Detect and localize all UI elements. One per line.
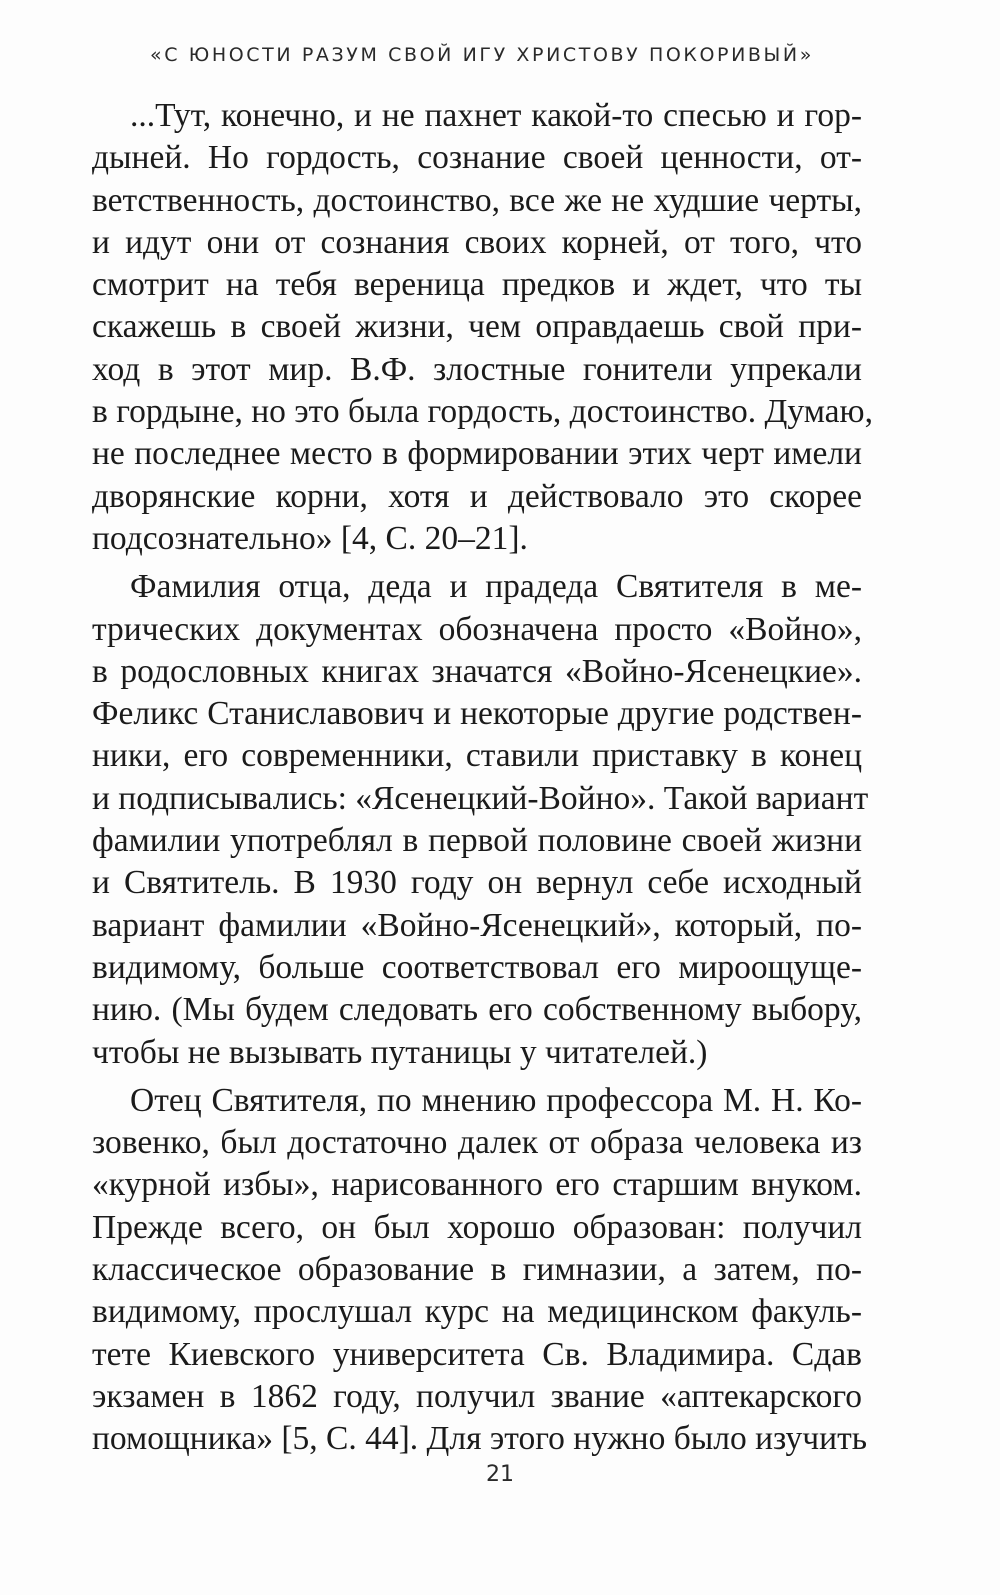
page-number: 21 <box>486 1462 514 1487</box>
text-line: «курной избы», нарисованного его старшим внуком. <box>92 1166 862 1204</box>
text-line: тете Киевского университета Св. Владимира. Сдав <box>92 1335 862 1373</box>
text-line: классическое образование в гимназии, а затем, по- <box>92 1251 862 1289</box>
text-line: смотрит на тебя вереница предков и ждет, что ты <box>92 266 862 304</box>
text-line: ветственность, достоинство, все же не худшие черты, <box>92 181 862 219</box>
running-head: «С ЮНОСТИ РАЗУМ СВОЙ ИГУ ХРИСТОВУ ПОКОРИВЫЙ» <box>150 44 814 66</box>
text-line: и подписывались: «Ясенецкий-Войно». Такой вариант <box>92 779 869 817</box>
text-line: дворянские корни, хотя и действовало это скорее <box>92 477 862 515</box>
text-line: ...Тут, конечно, и не пахнет какой-то спесью и гор- <box>130 97 862 134</box>
text-line: Прежде всего, он был хорошо образован: получил <box>92 1208 862 1246</box>
text-line: зовенко, был достаточно далек от образа человека из <box>92 1124 862 1162</box>
text-line: Фамилия отца, деда и прадеда Святителя в ме- <box>130 568 862 606</box>
paragraph <box>92 566 869 1074</box>
text-line: подсознательно» [4, С. 20–21]. <box>92 519 528 557</box>
text-line: нию. (Мы будем следовать его собственному выбору, <box>92 991 862 1029</box>
text-line: чтобы не вызывать путаницы у читателей.) <box>92 1033 708 1071</box>
text-line: трических документах обозначена просто «Войно», <box>92 610 862 648</box>
text-line: в родословных книгах значатся «Войно-Ясенецкие». <box>92 652 862 690</box>
text-line: и идут они от сознания своих корней, от того, что <box>92 223 862 261</box>
text-line: ники, его современники, ставили приставку в конец <box>92 737 862 775</box>
paragraph <box>92 95 873 560</box>
paragraph <box>92 1080 867 1461</box>
text-line: помощника» [5, С. 44]. Для этого нужно было изучить <box>92 1420 867 1458</box>
text-line: видимому, прослушал курс на медицинском факуль- <box>92 1293 862 1331</box>
text-line: в гордыне, но это была гордость, достоинство. Думаю, <box>92 393 873 431</box>
text-line: и Святитель. В 1930 году он вернул себе исходный <box>92 864 862 902</box>
text-line: вариант фамилии «Войно-Ясенецкий», который, по- <box>92 906 862 944</box>
text-line: Феликс Станиславович и некоторые другие родствен- <box>92 695 862 733</box>
text-line: не последнее место в формировании этих черт имели <box>92 435 862 473</box>
text-line: видимому, больше соответствовал его мироощуще- <box>92 948 862 986</box>
text-line: скажешь в своей жизни, чем оправдаешь свой при- <box>92 308 862 346</box>
body-text <box>92 95 873 1461</box>
text-line: ход в этот мир. В.Ф. злостные гонители упрекали <box>92 350 862 388</box>
text-line: экзамен в 1862 году, получил звание «аптекарского <box>92 1377 862 1415</box>
text-line: дыней. Но гордость, сознание своей ценности, от- <box>92 139 862 177</box>
text-line: фамилии употреблял в первой половине своей жизни <box>92 822 862 860</box>
text-line: Отец Святителя, по мнению профессора М. Н. Ко- <box>130 1081 862 1119</box>
